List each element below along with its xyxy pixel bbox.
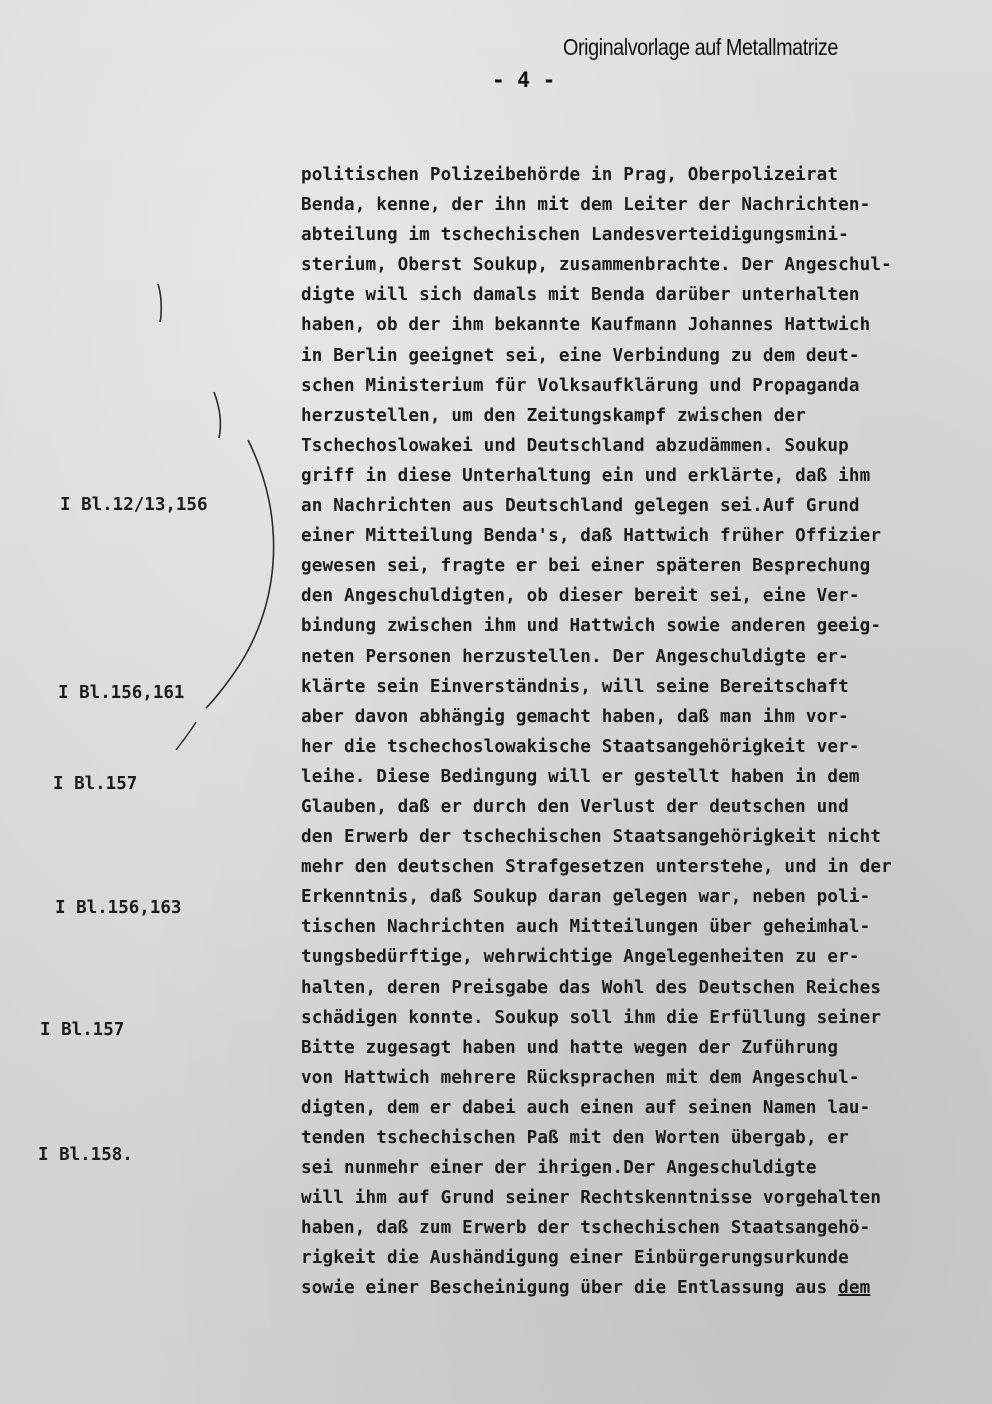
text-line: griff in diese Unterhaltung ein und erklärte, daß ihm — [301, 465, 871, 486]
text-line: Bitte zugesagt haben und hatte wegen der Zuführung — [301, 1037, 839, 1058]
text-line: an Nachrichten aus Deutschland gelegen sei.Auf Grund — [301, 496, 860, 517]
text-line: will ihm auf Grund seiner Rechtskenntnisse vorgehalten — [301, 1188, 882, 1209]
text-line: tenden tschechischen Paß mit den Worten übergab, er — [301, 1128, 849, 1148]
text-line: abteilung im tschechischen Landesverteidigungsmini- — [301, 225, 849, 246]
margin-reference: I Bl.157 — [53, 774, 138, 794]
margin-reference: I Bl.12/13,156 — [60, 495, 208, 515]
text-line: gewesen sei, fragte er bei einer späteren Besprechung — [301, 556, 871, 577]
text-line: digte will sich damals mit Benda darüber unterhalten — [301, 285, 860, 306]
margin-reference: I Bl.156,161 — [58, 683, 185, 703]
text-line: haben, daß zum Erwerb der tschechischen Staatsangehö- — [301, 1218, 871, 1239]
body-text — [301, 160, 991, 1304]
text-line: halten, deren Preisgabe das Wohl des Deutschen Reiches — [301, 977, 882, 998]
text-line: politischen Polizeibehörde in Prag, Oberpolizeirat — [301, 165, 839, 185]
text-line: digten, dem er dabei auch einen auf seinen Namen lau- — [301, 1097, 871, 1118]
text-line: haben, ob der ihm bekannte Kaufmann Johannes Hattwich — [301, 315, 871, 336]
text-line: in Berlin geeignet sei, eine Verbindung zu dem deut- — [301, 345, 860, 366]
text-line: klärte sein Einverständnis, will seine Bereitschaft — [301, 676, 849, 697]
margin-reference: I Bl.157 — [40, 1020, 125, 1040]
page-number: - 4 - — [492, 68, 556, 92]
text-line: Erkenntnis, daß Soukup daran gelegen war, neben poli- — [301, 887, 871, 908]
text-line: sei nunmehr einer der ihrigen.Der Angeschuldigte — [301, 1158, 817, 1179]
text-line: bindung zwischen ihm und Hattwich sowie anderen geeig- — [301, 616, 882, 637]
underlined-word: dem — [838, 1278, 871, 1299]
text-line-content: sowie einer Bescheinigung über die Entlassung aus — [301, 1278, 828, 1299]
margin-reference: I Bl.156,163 — [55, 898, 182, 918]
text-line: mehr den deutschen Strafgesetzen unterstehe, und in der — [301, 857, 892, 878]
text-line: den Angeschuldigten, ob dieser bereit sei, eine Ver- — [301, 586, 860, 607]
text-line: neten Personen herzustellen. Der Angeschuldigte er- — [301, 646, 849, 667]
text-line: Benda, kenne, der ihn mit dem Leiter der Nachrichten- — [301, 195, 871, 216]
text-line: her die tschechoslowakische Staatsangehörigkeit ver- — [301, 736, 860, 757]
text-line: von Hattwich mehrere Rücksprachen mit dem Angeschul- — [301, 1067, 860, 1088]
text-line: rigkeit die Aushändigung einer Einbürgerungsurkunde — [301, 1248, 849, 1269]
text-line: leihe. Diese Bedingung will er gestellt haben in dem — [301, 766, 860, 787]
text-line: sterium, Oberst Soukup, zusammenbrachte. Der Angeschul- — [301, 255, 892, 276]
text-line: aber davon abhängig gemacht haben, daß man ihm vor- — [301, 706, 849, 727]
text-line: schen Ministerium für Volksaufklärung und Propaganda — [301, 375, 860, 396]
text-line: tungsbedürftige, wehrwichtige Angelegenheiten zu er- — [301, 947, 860, 968]
text-line: herzustellen, um den Zeitungskampf zwischen der — [301, 405, 806, 426]
text-line: Glauben, daß er durch den Verlust der deutschen und — [301, 796, 849, 817]
margin-reference: I Bl.158. — [38, 1145, 133, 1165]
text-line: schädigen konnte. Soukup soll ihm die Erfüllung seiner — [301, 1007, 882, 1028]
text-line: einer Mitteilung Benda's, daß Hattwich früher Offizier — [301, 526, 882, 547]
text-line: den Erwerb der tschechischen Staatsangehörigkeit nicht — [301, 827, 882, 848]
text-line: tischen Nachrichten auch Mitteilungen über geheimhal- — [301, 917, 871, 938]
text-line: Tschechoslowakei und Deutschland abzudämmen. Soukup — [301, 435, 849, 456]
stamp-label: Originalvorlage auf Metallmatrize — [563, 34, 838, 60]
text-line — [301, 1273, 991, 1303]
